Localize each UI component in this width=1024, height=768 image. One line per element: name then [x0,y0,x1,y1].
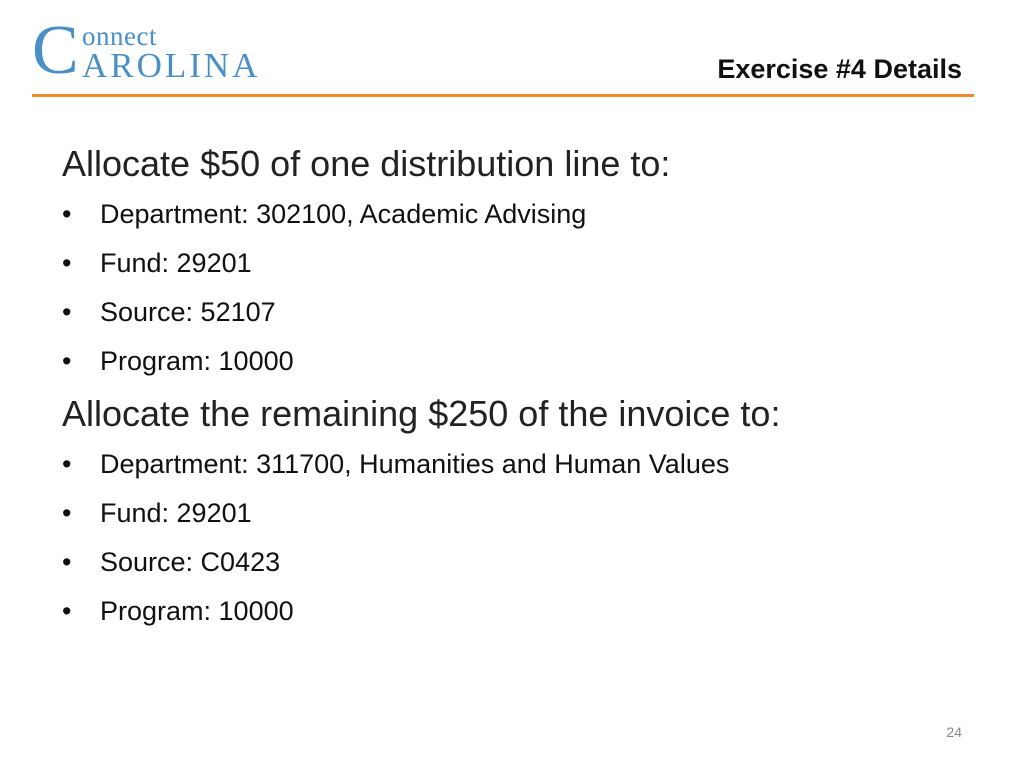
section-heading-first: Allocate $50 of one distribution line to: [62,143,671,184]
connectcarolina-logo [32,12,302,89]
bullet-list-second [62,440,962,636]
bullet-list-first [62,190,962,386]
bullet-icon: • [62,596,72,626]
section-heading-second: Allocate the remaining $250 of the invoice to: [62,393,781,434]
logo-connect-text: onnect [82,21,157,51]
bullet-text: Source: C0423 [100,547,281,577]
bullet-item [62,538,962,587]
slide-title: Exercise #4 Details [717,54,962,84]
bullet-item [62,190,962,239]
bullet-icon: • [62,547,72,577]
bullet-text: Program: 10000 [100,346,294,376]
bullet-text: Department: 311700, Humanities and Human Values [100,449,730,479]
page-number: 24 [946,724,962,740]
bullet-text: Department: 302100, Academic Advising [100,199,587,229]
bullet-item [62,440,962,489]
bullet-item [62,288,962,337]
bullet-item [62,587,962,636]
bullet-text: Fund: 29201 [100,248,252,278]
bullet-item [62,337,962,386]
bullet-icon: • [62,498,72,528]
bullet-icon: • [62,199,72,229]
slide-content [62,142,962,636]
bullet-text: Source: 52107 [100,297,276,327]
bullet-icon: • [62,297,72,327]
bullet-icon: • [62,346,72,376]
logo-carolina-text: AROLINA [82,46,261,85]
bullet-icon: • [62,449,72,479]
bullet-icon: • [62,248,72,278]
logo-letter-c: C [32,12,79,89]
bullet-text: Fund: 29201 [100,498,252,528]
bullet-item [62,239,962,288]
header-divider [32,94,974,97]
bullet-item [62,489,962,538]
bullet-text: Program: 10000 [100,596,294,626]
